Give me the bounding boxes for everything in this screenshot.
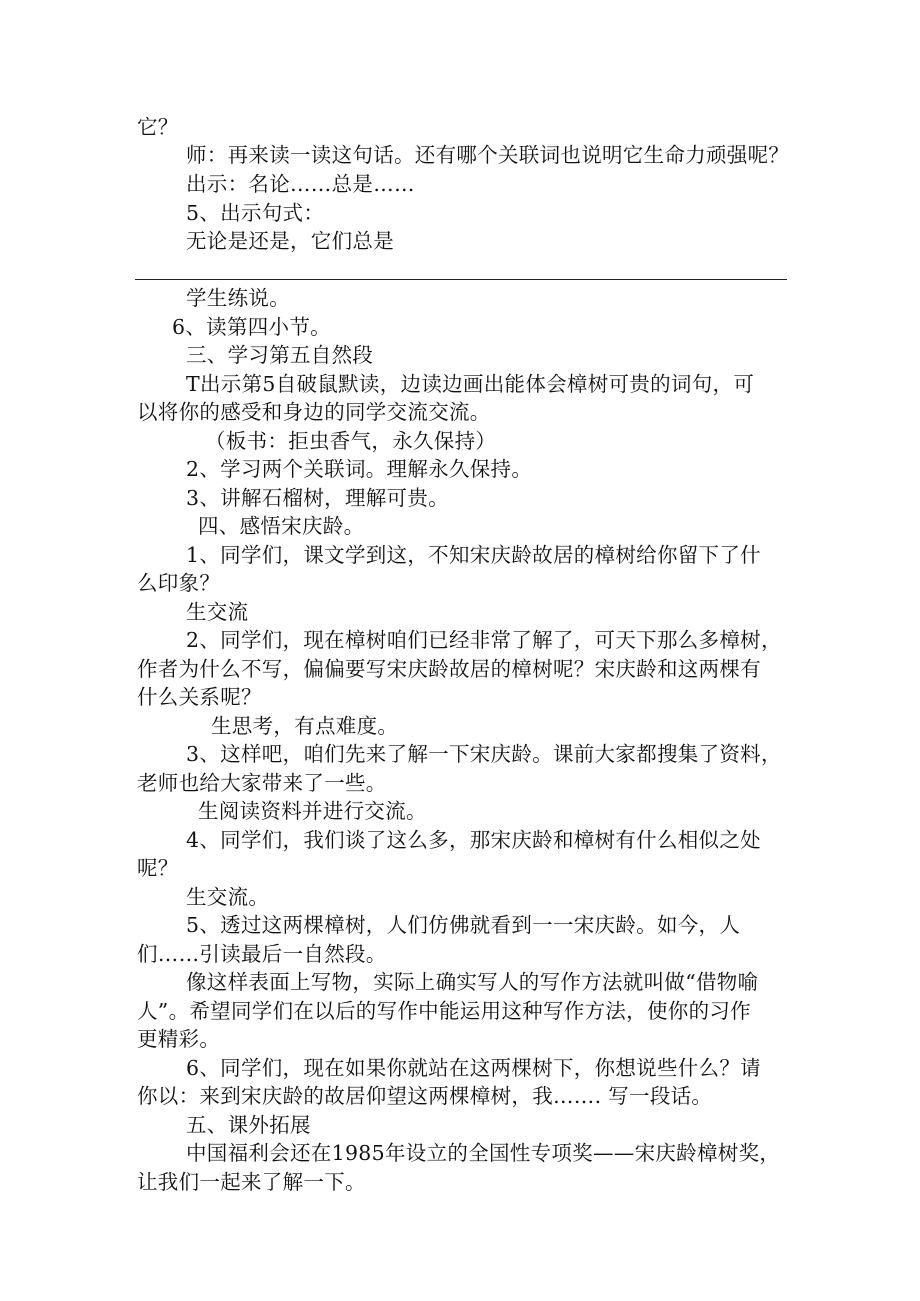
text-line-1: 它？ bbox=[137, 115, 179, 139]
section-heading-3: 三、学习第五自然段 bbox=[186, 343, 374, 367]
text-line-30: 像这样表面上写物，实际上确实写人的写作方法就叫做“借物喻 bbox=[186, 970, 759, 994]
text-line-4: 5、出示句式： bbox=[186, 201, 325, 225]
text-line-28: 5、透过这两棵樟树，人们仿佛就看到一一宋庆龄。如今，人 bbox=[186, 913, 741, 937]
text-line-13: 3、讲解石榴树，理解可贵。 bbox=[186, 486, 449, 510]
text-line-27: 生交流。 bbox=[186, 885, 270, 909]
text-line-3: 出示：名论……总是…… bbox=[186, 172, 415, 196]
text-line-7: 6、读第四小节。 bbox=[172, 315, 331, 339]
text-line-23: 老师也给大家带来了一些。 bbox=[137, 771, 387, 795]
section-heading-5: 五、课外拓展 bbox=[186, 1113, 311, 1137]
text-line-6: 学生练说。 bbox=[186, 286, 290, 310]
text-line-32: 更精彩。 bbox=[137, 1027, 221, 1051]
text-line-36: 中国福利会还在1985年设立的全国性专项奖——宋庆龄樟树奖， bbox=[186, 1141, 781, 1165]
text-line-16: 么印象？ bbox=[137, 571, 221, 595]
text-line-26: 呢？ bbox=[137, 856, 179, 880]
text-line-24: 生阅读资料并进行交流。 bbox=[198, 799, 427, 823]
text-line-25: 4、同学们，我们谈了这么多，那宋庆龄和樟树有什么相似之处 bbox=[186, 828, 761, 852]
text-line-11: （板书：拒虫香气，永久保持） bbox=[205, 429, 497, 453]
text-line-21: 生思考，有点难度。 bbox=[211, 714, 399, 738]
text-line-19: 作者为什么不写，偏偏要写宋庆龄故居的樟树呢？宋庆龄和这两棵有 bbox=[137, 657, 761, 681]
text-line-15: 1、同学们，课文学到这，不知宋庆龄故居的樟树给你留下了什 bbox=[186, 543, 761, 567]
text-line-34: 你以：来到宋庆龄的故居仰望这两棵樟树，我……. 写一段话。 bbox=[137, 1084, 713, 1108]
text-line-18: 2、同学们，现在樟树咱们已经非常了解了，可天下那么多樟树， bbox=[186, 628, 782, 652]
horizontal-rule bbox=[135, 279, 787, 280]
text-line-2: 师：再来读一读这句话。还有哪个关联词也说明它生命力顽强呢？ bbox=[186, 143, 790, 167]
text-line-29: 们……引读最后一自然段。 bbox=[137, 942, 387, 966]
text-line-31: 人”。希望同学们在以后的写作中能运用这种写作方法，使你的习作 bbox=[137, 999, 751, 1023]
text-line-33: 6、同学们，现在如果你就站在这两棵树下，你想说些什么？请 bbox=[186, 1056, 761, 1080]
text-line-5: 无论是还是，它们总是 bbox=[186, 229, 394, 253]
text-line-17: 生交流 bbox=[186, 600, 249, 624]
text-line-12: 2、学习两个关联词。理解永久保持。 bbox=[186, 457, 533, 481]
text-line-37: 让我们一起来了解一下。 bbox=[137, 1170, 366, 1194]
text-line-20: 什么关系呢？ bbox=[137, 685, 262, 709]
text-line-10: 以将你的感受和身边的同学交流交流。 bbox=[137, 400, 491, 424]
section-heading-4: 四、感悟宋庆龄。 bbox=[198, 514, 365, 538]
text-line-22: 3、这样吧，咱们先来了解一下宋庆龄。课前大家都搜集了资料， bbox=[186, 742, 782, 766]
text-line-9: T出示第5自破鼠默读，边读边画出能体会樟树可贵的词句，可 bbox=[186, 372, 755, 396]
